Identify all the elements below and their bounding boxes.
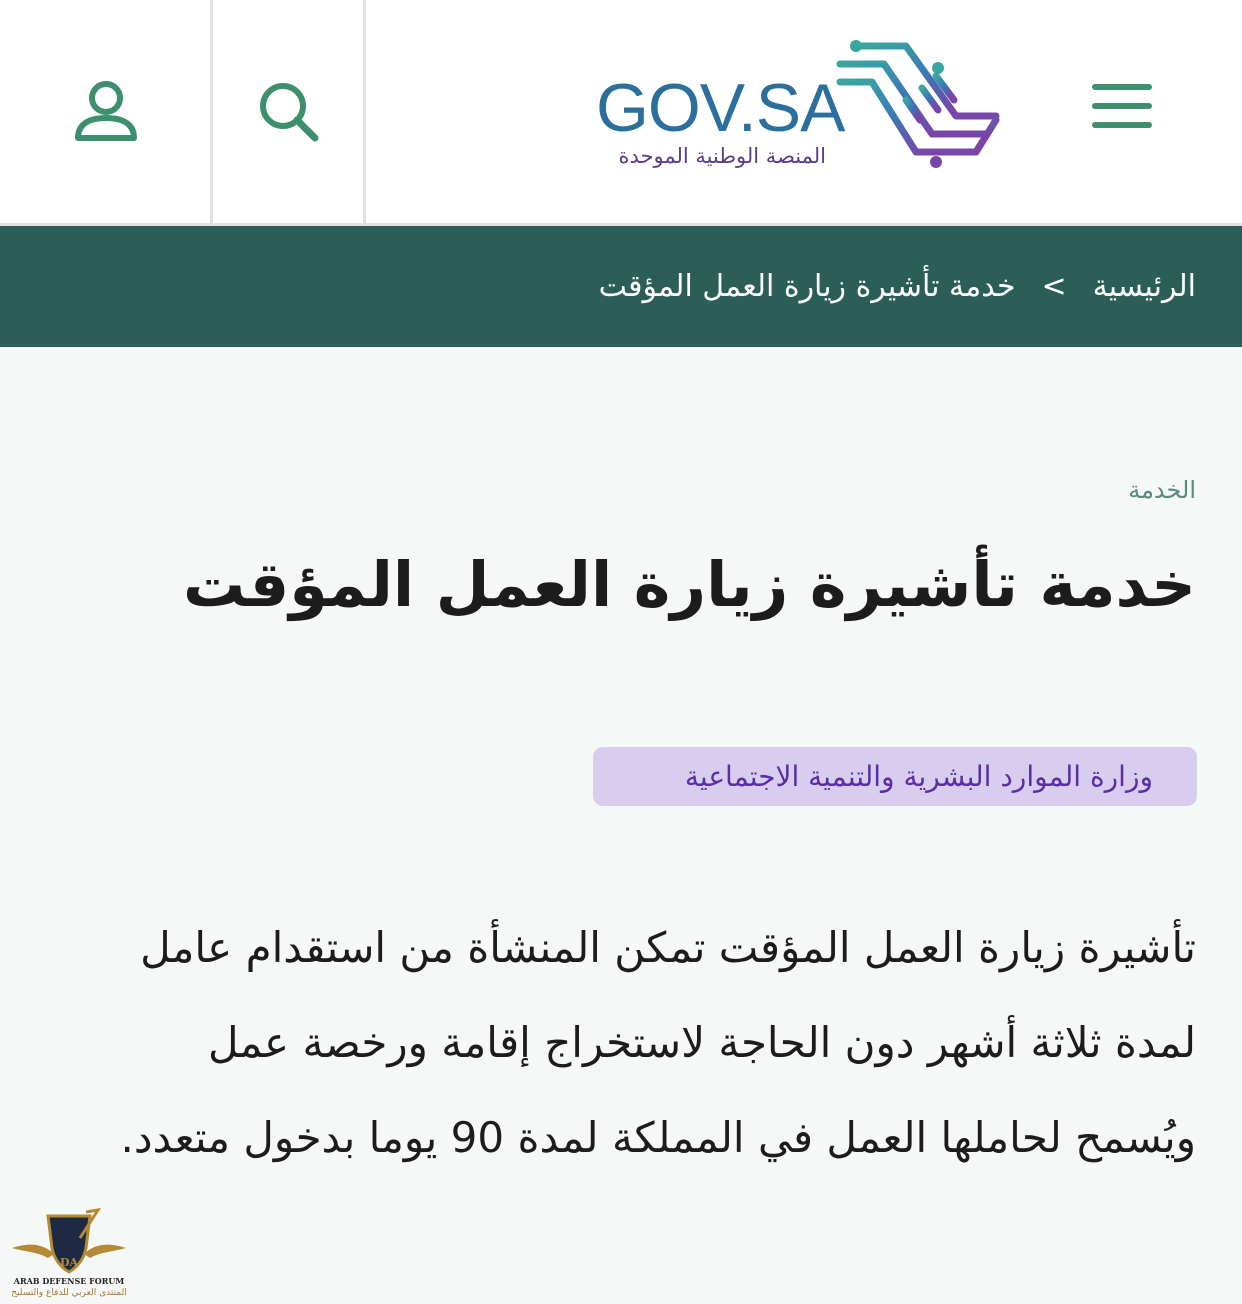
watermark-title: ARAB DEFENSE FORUM [13,1276,125,1286]
header-divider [363,0,366,223]
hamburger-menu-icon [1092,84,1152,90]
hamburger-menu-icon [1092,103,1152,109]
search-icon [257,80,321,144]
watermark-logo [8,1208,130,1302]
menu-button[interactable] [1082,78,1162,134]
user-icon [73,80,139,144]
top-header [0,0,1242,226]
govsa-logo-mark-icon [836,36,1006,172]
ministry-badge[interactable]: وزارة الموارد البشرية والتنمية الاجتماعية [593,747,1197,806]
section-eyebrow: الخدمة [1128,476,1196,504]
breadcrumb-separator: > [1041,269,1067,304]
breadcrumb-home-link[interactable]: الرئيسية [1092,269,1196,304]
service-description: تأشيرة زيارة العمل المؤقت تمكن المنشأة من استقدام عامل لمدة ثلاثة أشهر دون الحاجة لاستخراج إقامة ورخصة عمل ويُسمح لحاملها العمل في المملكة لمدة 90 يوما بدخول متعدد. [120,923,1196,1162]
watermark-letters: DA [59,1256,79,1269]
logo-subtitle: المنصة الوطنية الموحدة [618,144,826,168]
logo-text: GOV.SA [596,70,845,146]
breadcrumb-current: خدمة تأشيرة زيارة العمل المؤقت [598,269,1016,304]
watermark-subtitle: المنتدى العربي للدفاع والتسليح [11,1288,127,1298]
shield-wings-icon [8,1208,130,1278]
page-title: خدمة تأشيرة زيارة العمل المؤقت [182,548,1196,621]
search-button[interactable] [213,0,364,223]
govsa-logo[interactable] [590,36,1010,176]
user-button[interactable] [0,0,211,223]
breadcrumb [0,226,1242,347]
hamburger-menu-icon [1092,122,1152,128]
